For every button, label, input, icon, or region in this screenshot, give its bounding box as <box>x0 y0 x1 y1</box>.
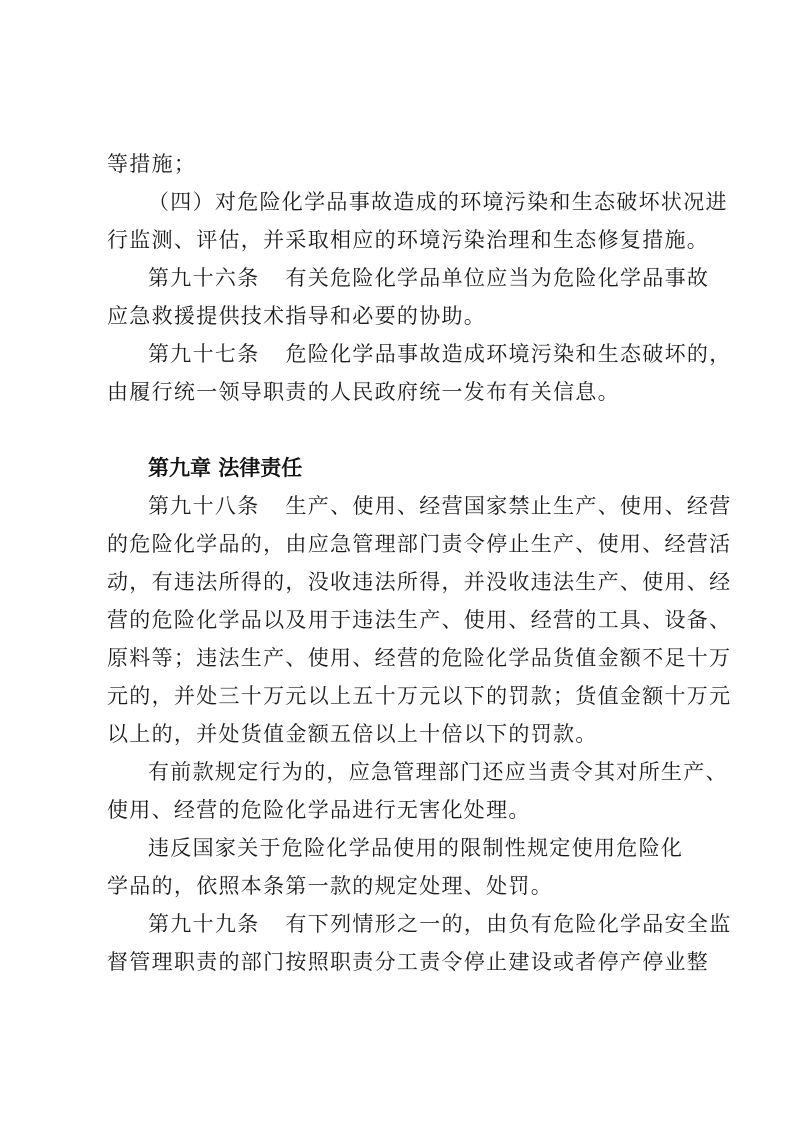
article-text: 危险化学品事故造成环境污染和生态破坏的， <box>285 342 732 366</box>
article-99-line <box>148 908 732 938</box>
text-line: 学品的，依照本条第一款的规定处理、处罚。 <box>107 874 553 898</box>
text-line: 的危险化学品的，由应急管理部门责令停止生产、使用、经营活 <box>107 532 732 556</box>
text-line: 有前款规定行为的，应急管理部门还应当责令其对所生产、 <box>148 760 728 784</box>
text-line: 应急救援提供技术指导和必要的协助。 <box>107 304 487 328</box>
article-96-line <box>148 262 728 292</box>
text-line: 违反国家关于危险化学品使用的限制性规定使用危险化 <box>148 836 684 860</box>
article-number: 第九十六条 <box>148 266 260 290</box>
text-line: 由履行统一领导职责的人民政府统一发布有关信息。 <box>107 380 620 404</box>
article-98-line <box>148 490 732 520</box>
article-number: 第九十九条 <box>148 912 260 936</box>
article-text: 生产、使用、经营国家禁止生产、使用、经营 <box>285 494 732 518</box>
text-line: （四）对危险化学品事故造成的环境污染和生态破坏状况进 <box>148 190 728 214</box>
text-line: 以上的，并处货值金额五倍以上十倍以下的罚款。 <box>107 722 598 746</box>
chapter-heading: 第九章 法律责任 <box>148 456 303 480</box>
article-text: 有下列情形之一的，由负有危险化学品安全监 <box>285 912 732 936</box>
text-line: 督管理职责的部门按照职责分工责令停止建设或者停产停业整 <box>107 950 710 974</box>
text-line: 原料等；违法生产、使用、经营的危险化学品货值金额不足十万 <box>107 646 732 670</box>
text-line: 行监测、评估，并采取相应的环境污染治理和生态修复措施。 <box>107 228 710 252</box>
text-line: 使用、经营的危险化学品进行无害化处理。 <box>107 798 531 822</box>
text-line: 动，有违法所得的，没收违法所得，并没收违法生产、使用、经 <box>107 570 732 594</box>
article-number: 第九十七条 <box>148 342 260 366</box>
article-text: 有关危险化学品单位应当为危险化学品事故 <box>285 266 710 290</box>
article-number: 第九十八条 <box>148 494 260 518</box>
article-97-line <box>148 338 732 368</box>
text-line: 等措施； <box>107 152 197 176</box>
text-line: 元的，并处三十万元以上五十万元以下的罚款；货值金额十万元 <box>107 684 732 708</box>
text-line: 营的危险化学品以及用于违法生产、使用、经营的工具、设备、 <box>107 608 732 632</box>
